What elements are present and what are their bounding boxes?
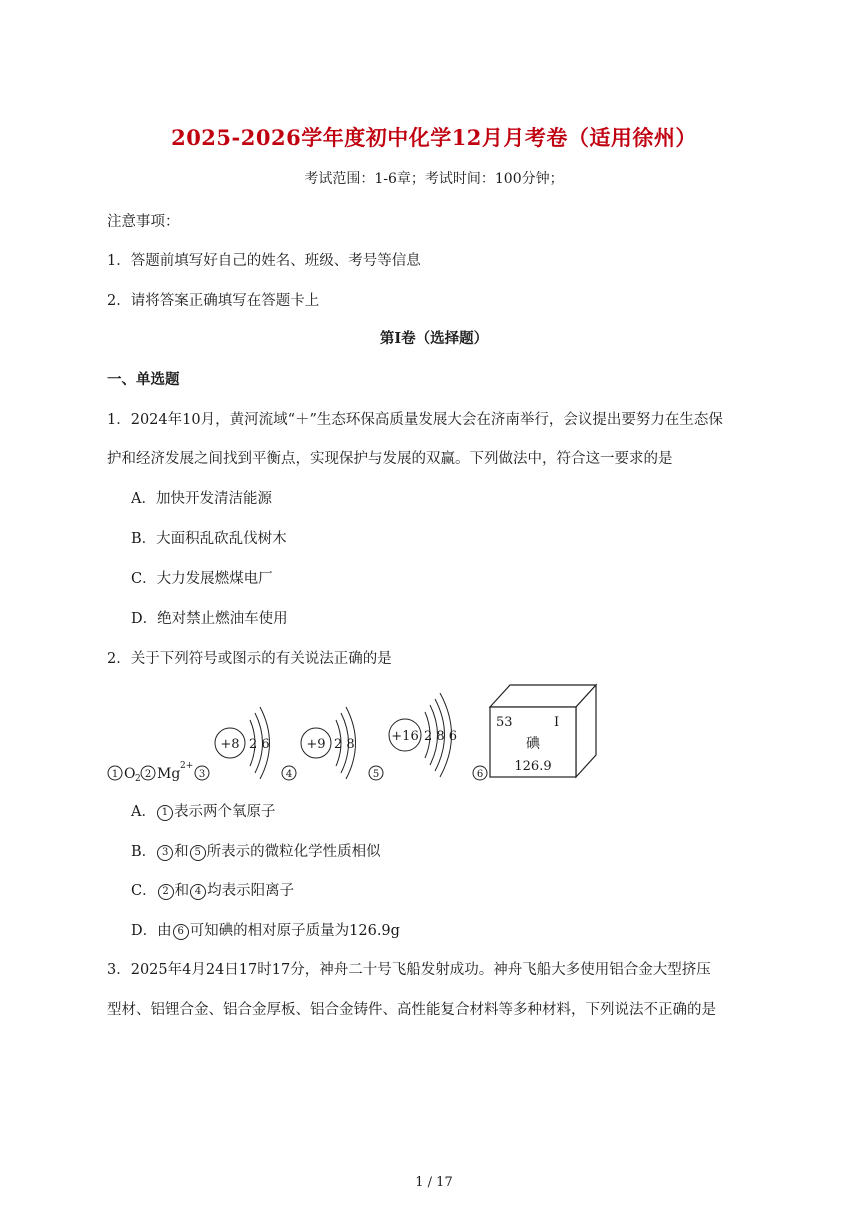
- element-name: 碘: [526, 736, 540, 752]
- circled-num: 1: [157, 805, 173, 821]
- part-title: 第I卷（选择题）: [379, 330, 489, 347]
- num-3: 3: [198, 769, 206, 780]
- circled-num: 4: [190, 884, 206, 900]
- q1-option-b: B．大面积乱砍乱伐树木: [131, 531, 287, 547]
- num-1: 1: [111, 769, 119, 780]
- mg-charge: 2+: [180, 761, 194, 771]
- nucleus-plus8: +8: [220, 737, 240, 752]
- exam-scope: 考试范围：1-6章；考试时间：100分钟；: [304, 171, 564, 187]
- iodine-element-card: [490, 685, 596, 777]
- shells-2-6: 2 6: [249, 737, 270, 752]
- note-item-2: 2．请将答案正确填写在答题卡上: [107, 293, 320, 309]
- circled-num: 5: [190, 845, 206, 861]
- exam-title: 2025-2026学年度初中化学12月月考卷（适用徐州）: [171, 125, 697, 150]
- atomic-mass: 126.9: [514, 759, 552, 774]
- num-6: 6: [476, 769, 484, 780]
- q1-stem-line-2: 护和经济发展之间找到平衡点，实现保护与发展的双赢。下列做法中，符合这一要求的是: [107, 451, 673, 467]
- nucleus-plus16: +16: [391, 729, 419, 744]
- num-5: 5: [372, 769, 380, 780]
- circled-num: 2: [158, 884, 174, 900]
- nucleus-plus9: +9: [306, 737, 326, 752]
- q3-stem-line-1: 3．2025年4月24日17时17分，神舟二十号飞船发射成功。神舟飞船大多使用铝合金大型挤压: [107, 962, 711, 978]
- q3-stem-line-2: 型材、铝锂合金、铝合金厚板、铝合金铸件、高性能复合材料等多种材料，下列说法不正确的是: [107, 1002, 716, 1018]
- q2-option-b: B． 3 和 5 所表示的微粒化学性质相似: [131, 844, 381, 860]
- note-item-1: 1．答题前填写好自己的姓名、班级、考号等信息: [107, 253, 421, 269]
- q1-stem-line-1: 1．2024年10月，黄河流域“＋”生态环保高质量发展大会在济南举行，会议提出要努力在生态保: [107, 412, 723, 428]
- q2-option-c: C． 2 和 4 均表示阳离子: [131, 883, 295, 899]
- q2-stem: 2．关于下列符号或图示的有关说法正确的是: [107, 651, 392, 667]
- shells-2-8-6: 2 8 6: [424, 729, 458, 744]
- atom-oxygen-diagram: [215, 707, 270, 779]
- atom-fluorine-diagram: [301, 707, 356, 779]
- section-title: 一、单选题: [107, 371, 180, 388]
- circled-num: 3: [157, 845, 173, 861]
- q1-option-c: C．大力发展燃煤电厂: [131, 571, 273, 587]
- q2-option-d: D．由 6 可知碘的相对原子质量为126.9g: [131, 923, 400, 939]
- num-4: 4: [285, 769, 293, 780]
- o2-subscript: 2: [135, 774, 141, 784]
- atom-sulfur-diagram: [389, 693, 457, 777]
- shells-2-8: 2 8: [334, 737, 355, 752]
- notes-heading: 注意事项：: [107, 214, 180, 230]
- atomic-number: 53: [496, 715, 513, 730]
- q2-figure: [107, 680, 727, 790]
- q2-option-a: A． 1 表示两个氧原子: [131, 804, 276, 820]
- q1-option-a: A．加快开发清洁能源: [131, 491, 272, 507]
- circled-num: 6: [173, 924, 189, 940]
- num-2: 2: [144, 769, 152, 780]
- o2-symbol: O: [124, 766, 136, 782]
- symbol-row: [108, 761, 209, 784]
- element-symbol: I: [554, 715, 560, 730]
- page-number: 1 / 17: [415, 1175, 453, 1190]
- mg-symbol: Mg: [157, 766, 181, 782]
- q1-option-d: D．绝对禁止燃油车使用: [131, 611, 288, 627]
